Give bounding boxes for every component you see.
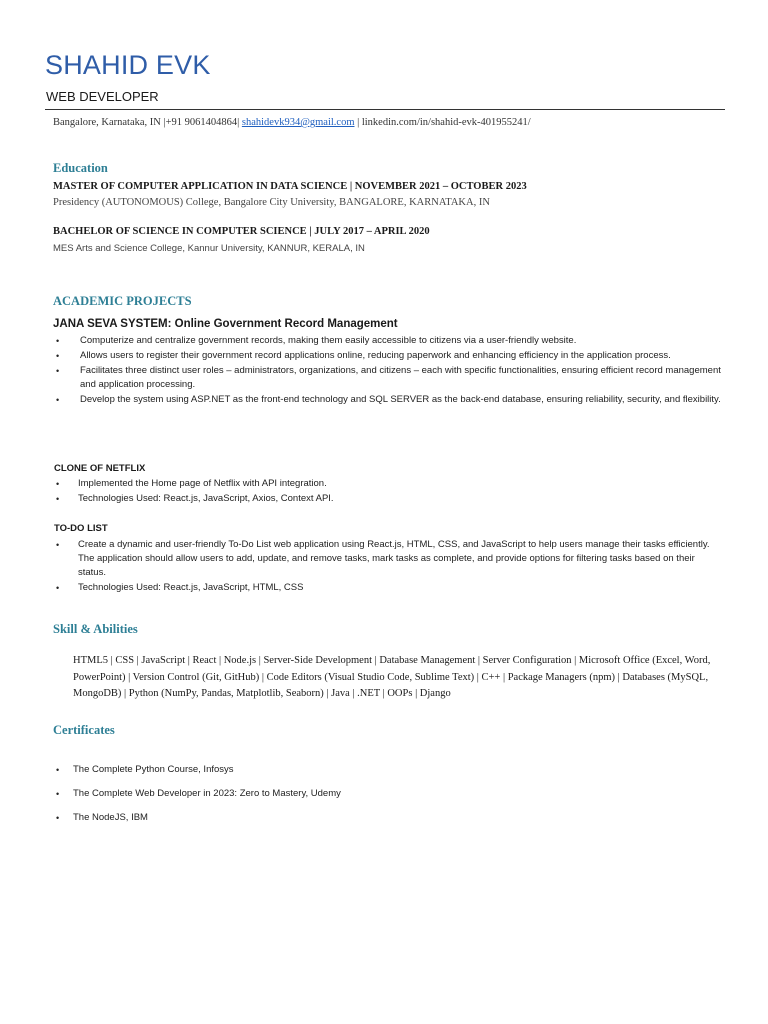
certificates-heading: Certificates xyxy=(53,723,115,737)
list-item: • Technologies Used: React.js, JavaScript, Axios, Context API. xyxy=(56,493,334,504)
bullet-icon: • xyxy=(56,479,60,489)
bullet-icon: • xyxy=(56,765,60,775)
institution-1: Presidency (AUTONOMOUS) College, Bangalore City University, BANGALORE, KARNATAKA, IN xyxy=(53,197,490,208)
list-item: • Implemented the Home page of Netflix with API integration. xyxy=(56,478,327,489)
institution-2: MES Arts and Science College, Kannur University, KANNUR, KERALA, IN xyxy=(53,243,365,254)
bullet-icon: • xyxy=(56,351,60,361)
list-item: • Computerize and centralize government records, making them easily accessible to citizens via a user-friendly website. xyxy=(56,335,577,346)
bullet-icon: • xyxy=(56,583,60,593)
netflix-bullets xyxy=(52,477,724,507)
contact-prefix: Bangalore, Karnataka, IN |+91 9061404864| xyxy=(53,117,242,128)
project-title-todo: TO-DO LIST xyxy=(54,523,108,534)
bullet-icon: • xyxy=(56,494,60,504)
list-item: • Technologies Used: React.js, JavaScript, HTML, CSS xyxy=(56,582,304,593)
contact-line xyxy=(53,116,531,130)
todo-bullets xyxy=(52,538,714,596)
bullet-icon: • xyxy=(56,336,60,346)
certificate-item: • The Complete Web Developer in 2023: Zero to Mastery, Udemy xyxy=(56,788,341,799)
header-divider xyxy=(45,109,725,110)
degree-2: BACHELOR OF SCIENCE IN COMPUTER SCIENCE | JULY 2017 – APRIL 2020 xyxy=(53,226,430,237)
degree-1: MASTER OF COMPUTER APPLICATION IN DATA SCIENCE | NOVEMBER 2021 – OCTOBER 2023 xyxy=(53,181,527,192)
projects-heading: ACADEMIC PROJECTS xyxy=(53,294,192,308)
jana-seva-bullets xyxy=(52,334,724,408)
candidate-name: SHAHID EVK xyxy=(45,50,211,80)
skills-heading: Skill & Abilities xyxy=(53,622,138,636)
bullet-icon: • xyxy=(56,540,60,550)
list-item: • Develop the system using ASP.NET as the front-end technology and SQL SERVER as the back-end database, ensuring reliability, security, and flexibility. xyxy=(56,394,721,405)
list-item: • Facilitates three distinct user roles – administrators, organizations, and citizens – each with specific functionalities, ensuring efficient record management and application processing. xyxy=(56,365,721,390)
contact-suffix: | linkedin.com/in/shahid-evk-401955241/ xyxy=(354,117,531,128)
bullet-icon: • xyxy=(56,395,60,405)
project-title-jana-seva: JANA SEVA SYSTEM: Online Government Record Management xyxy=(53,318,398,330)
email-link[interactable]: shahidevk934@gmail.com xyxy=(241,117,355,128)
list-item: • Create a dynamic and user-friendly To-Do List web application using React.js, HTML, CSS, and JavaScript to help users manage their tasks efficiently. The application should allow users to add, update, and remove tasks, mark tasks as complete, and provide options for filtering tasks based on their status. xyxy=(56,539,710,578)
skills-text: HTML5 | CSS | JavaScript | React | Node.js | Server-Side Development | Database Management | Server Configuration | Microsoft Office (Excel, Word, PowerPoint) | Version Control (Git, GitHub) | Code Editors (Visual Studio Code, Sublime Text) | C++ | Package Managers (npm) | Databases (MySQL, MongoDB) | Python (NumPy, Pandas, Matplotlib, Seaborn) | Java | .NET | OOPs | Django xyxy=(73,655,711,699)
education-heading: Education xyxy=(53,161,108,175)
bullet-icon: • xyxy=(56,789,60,799)
candidate-role: WEB DEVELOPER xyxy=(46,89,159,104)
certificate-item: • The NodeJS, IBM xyxy=(56,812,148,823)
project-title-netflix: CLONE OF NETFLIX xyxy=(54,463,146,474)
bullet-icon: • xyxy=(56,813,60,823)
certificate-item: • The Complete Python Course, Infosys xyxy=(56,764,234,775)
certificates-list xyxy=(53,763,713,835)
bullet-icon: • xyxy=(56,366,60,376)
list-item: • Allows users to register their government record applications online, reducing paperwork and enhancing efficiency in the application process. xyxy=(56,350,671,361)
